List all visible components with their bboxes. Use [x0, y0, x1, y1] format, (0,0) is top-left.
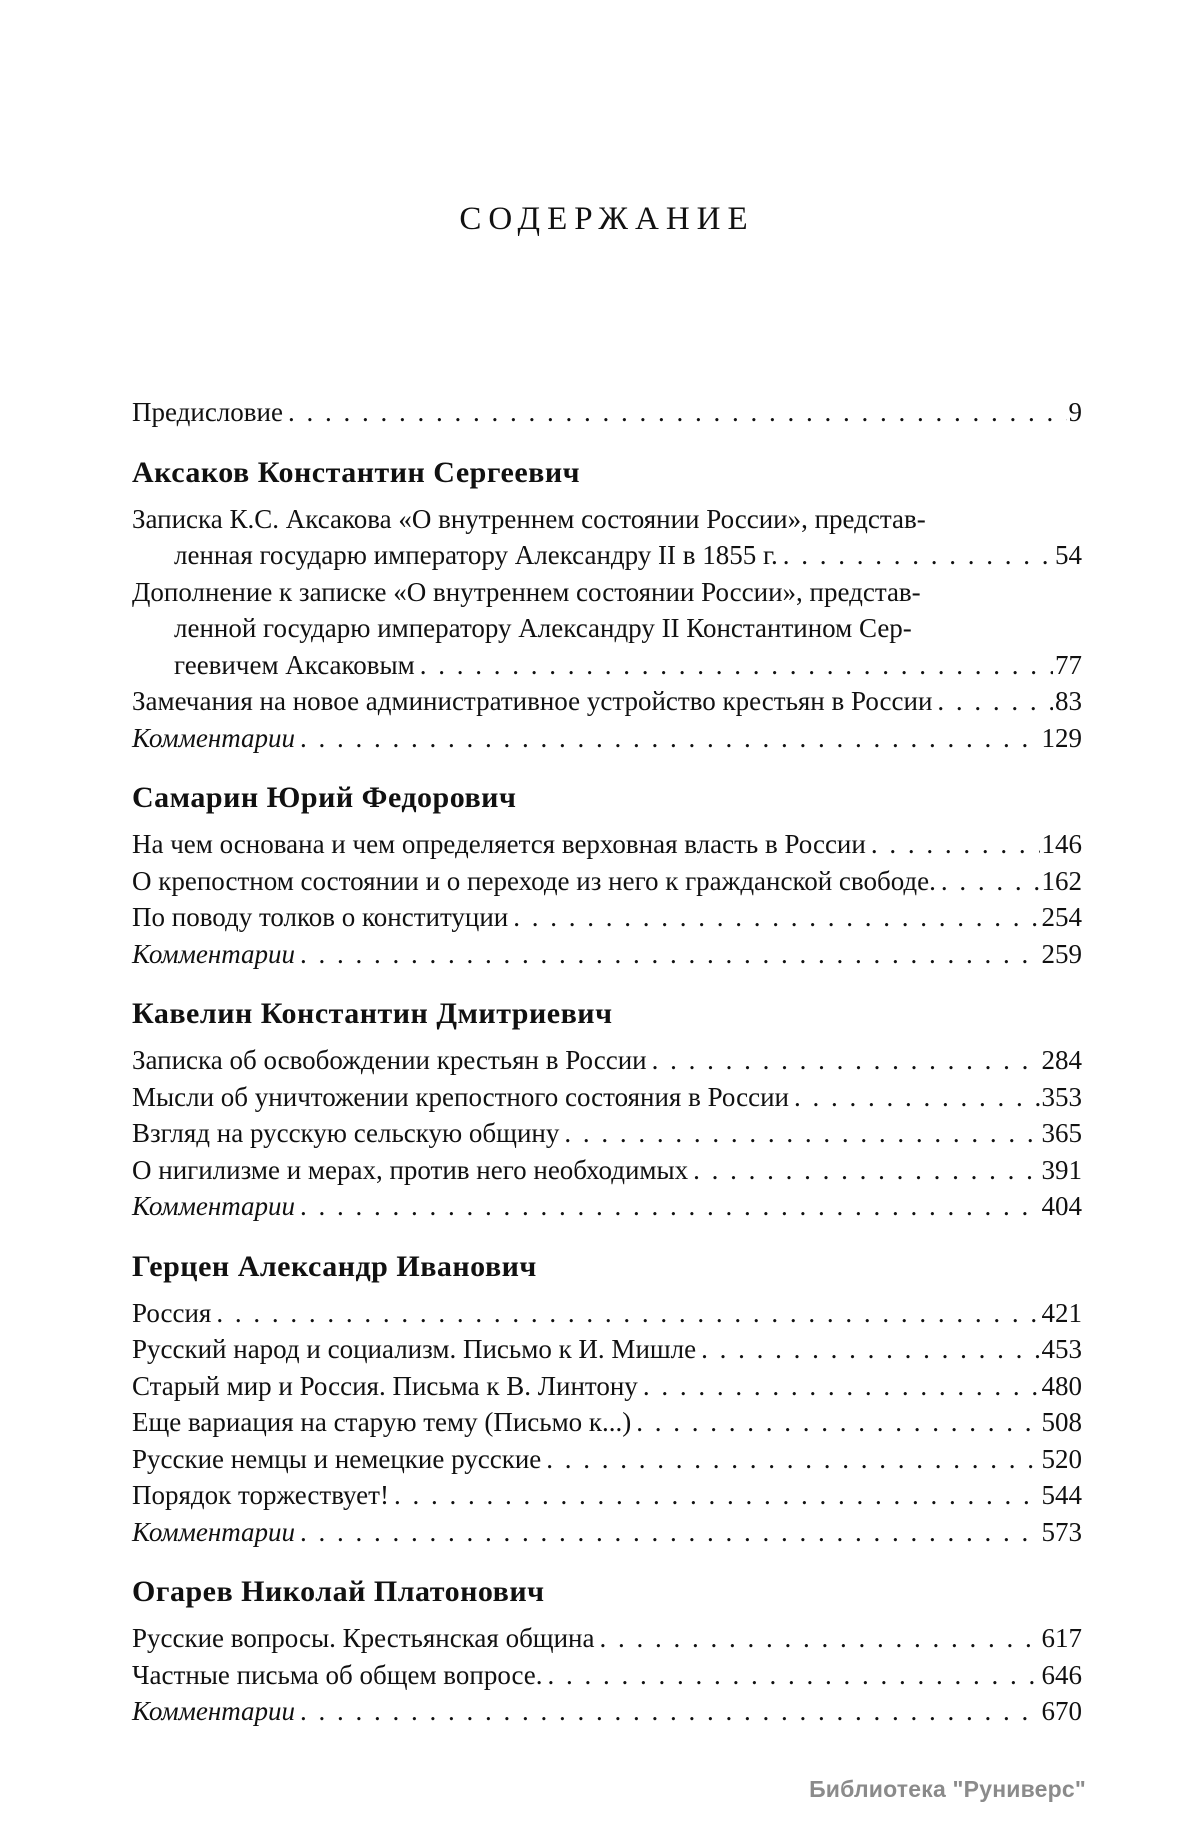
page-number: 617: [1041, 1623, 1082, 1653]
entry-text: Предисловие: [132, 397, 283, 427]
toc-entry-line: [132, 936, 1082, 973]
page-number: 573: [1041, 1516, 1082, 1547]
dot-leader: [693, 1152, 1039, 1189]
page-content: [132, 0, 1082, 1730]
toc-entry: [132, 720, 1082, 757]
toc-entry: [132, 1152, 1082, 1189]
entry-text: Записка об освобождении крестьян в России: [132, 1045, 647, 1075]
entry-text: Взгляд на русскую сельскую общину: [132, 1118, 560, 1148]
toc-entry: [132, 1115, 1082, 1152]
toc-entry: [132, 683, 1082, 720]
page-number: 508: [1041, 1407, 1082, 1437]
page-number: 365: [1041, 1118, 1082, 1148]
page-number: 670: [1041, 1696, 1082, 1726]
toc-entry-line: [132, 574, 1082, 611]
dot-leader: [564, 1115, 1039, 1152]
entry-text: По поводу толков о конституции: [132, 902, 509, 932]
dot-leader: [652, 1042, 1040, 1079]
toc-entry: [132, 863, 1082, 900]
entry-text: Русские вопросы. Крестьянская община: [132, 1623, 595, 1653]
section-heading: Самарин Юрий Федорович: [132, 781, 517, 814]
entry-text: Россия: [132, 1297, 212, 1328]
footer-watermark: Библиотека "Руниверс": [809, 1776, 1086, 1802]
page-number: 453: [1041, 1334, 1082, 1364]
dot-leader: [548, 1657, 1040, 1694]
page-number: 391: [1041, 1154, 1082, 1185]
toc-entry-line: [132, 863, 1082, 900]
page-number: 404: [1041, 1191, 1082, 1221]
dot-leader: [783, 537, 1053, 574]
toc-entry: [132, 1514, 1082, 1551]
entry-text: Порядок торжествует!: [132, 1480, 389, 1510]
toc-entry: [132, 1477, 1082, 1514]
page-number: 9: [1068, 397, 1082, 427]
toc-entry: [132, 1331, 1082, 1368]
page-number: 646: [1041, 1659, 1082, 1690]
entry-text: О крепостном состоянии и о переходе из него к гражданской свободе.: [132, 865, 936, 896]
page-number: 421: [1041, 1297, 1082, 1328]
dot-leader: [513, 899, 1039, 936]
dot-leader: [288, 394, 1067, 431]
toc-entry: [132, 1693, 1082, 1730]
dot-leader: [300, 936, 1039, 973]
toc-entry: [132, 1042, 1082, 1079]
dot-leader: [546, 1441, 1039, 1478]
dot-leader: [300, 1693, 1039, 1730]
dot-leader: [701, 1331, 1039, 1368]
entry-text: Старый мир и Россия. Письма к В. Линтону: [132, 1370, 638, 1401]
toc-entry-line: [132, 1079, 1082, 1116]
toc-entry-line: [132, 1477, 1082, 1514]
toc-entry-line: [132, 1620, 1082, 1657]
toc-entry: [132, 501, 1082, 574]
entry-text: Русский народ и социализм. Письмо к И. Мишле: [132, 1334, 697, 1364]
toc-entry-line: [132, 647, 1082, 684]
toc-entry-line: [132, 899, 1082, 936]
page-number: 259: [1041, 938, 1082, 969]
page-number: 54: [1055, 540, 1082, 570]
toc-entry: [132, 1657, 1082, 1694]
toc-entry: [132, 1079, 1082, 1116]
toc-entry-line: [132, 1514, 1082, 1551]
page-number: 162: [1041, 865, 1082, 896]
toc: [132, 394, 1082, 1730]
page-number: 480: [1041, 1370, 1082, 1401]
toc-entry-line: [132, 1693, 1082, 1730]
entry-text: Русские немцы и немецкие русские: [132, 1443, 542, 1474]
toc-entry-line: [132, 1188, 1082, 1225]
toc-entry: [132, 1441, 1082, 1478]
dot-leader: [599, 1620, 1039, 1657]
dot-leader: [216, 1295, 1039, 1332]
page-number: 284: [1041, 1045, 1082, 1075]
toc-entry: [132, 574, 1082, 684]
entry-text: Записка К.С. Аксакова «О внутреннем состоянии России», представ-: [132, 503, 926, 534]
dot-leader: [300, 720, 1039, 757]
dot-leader: [643, 1368, 1040, 1405]
toc-entry-line: [132, 537, 1082, 574]
toc-entry: [132, 1620, 1082, 1657]
entry-text: Комментарии: [132, 938, 296, 969]
page-number: 254: [1041, 902, 1082, 932]
toc-entry-line: [132, 610, 1082, 647]
dot-leader: [941, 863, 1040, 900]
toc-entry: [132, 1188, 1082, 1225]
entry-text: Комментарии: [132, 1516, 296, 1547]
toc-entry: [132, 1295, 1082, 1332]
entry-text: Комментарии: [132, 1696, 296, 1726]
dot-leader: [394, 1477, 1040, 1514]
entry-text: Комментарии: [132, 722, 296, 753]
entry-text: На чем основана и чем определяется верховная власть в России: [132, 829, 866, 859]
page-number: 129: [1041, 722, 1082, 753]
dot-leader: [794, 1079, 1040, 1116]
toc-entry-line: [132, 1331, 1082, 1368]
entry-text: О нигилизме и мерах, против него необходимых: [132, 1154, 689, 1185]
page-number: 146: [1041, 829, 1082, 859]
entry-text: Частные письма об общем вопросе.: [132, 1659, 543, 1690]
toc-entry-line: [132, 1042, 1082, 1079]
page-number: 544: [1041, 1480, 1082, 1510]
toc-entry: [132, 1404, 1082, 1441]
page-title: СОДЕРЖАНИЕ: [459, 201, 755, 237]
entry-text: ленной государю императору Александру II Константином Сер-: [174, 613, 912, 643]
entry-text: Дополнение к записке «О внутреннем состоянии России», представ-: [132, 576, 921, 607]
entry-text: геевичем Аксаковым: [174, 649, 415, 680]
dot-leader: [636, 1404, 1039, 1441]
dot-leader: [300, 1188, 1039, 1225]
toc-entry-line: [132, 720, 1082, 757]
section-heading: Огарев Николай Платонович: [132, 1575, 545, 1608]
dot-leader: [300, 1514, 1039, 1551]
toc-entry: [132, 1368, 1082, 1405]
entry-text: Комментарии: [132, 1191, 296, 1221]
entry-text: Еще вариация на старую тему (Письмо к...): [132, 1407, 632, 1437]
toc-entry: [132, 899, 1082, 936]
toc-entry: [132, 936, 1082, 973]
dot-leader: [871, 826, 1040, 863]
page-number: 353: [1041, 1081, 1082, 1112]
toc-entry-line: [132, 1404, 1082, 1441]
toc-entry-line: [132, 1368, 1082, 1405]
toc-entry-line: [132, 1657, 1082, 1694]
dot-leader: [937, 683, 1053, 720]
toc-entry: [132, 826, 1082, 863]
section-heading: Герцен Александр Иванович: [132, 1249, 537, 1283]
section-heading: Кавелин Константин Дмитриевич: [132, 997, 613, 1030]
entry-text: Мысли об уничтожении крепостного состояния в России: [132, 1081, 789, 1112]
toc-entry-line: [132, 1295, 1082, 1332]
toc-entry-line: [132, 501, 1082, 538]
toc-entry-line: [132, 394, 1082, 431]
dot-leader: [420, 647, 1053, 684]
toc-entry-line: [132, 826, 1082, 863]
section-heading: Аксаков Константин Сергеевич: [132, 455, 581, 489]
page-number: 520: [1041, 1443, 1082, 1474]
toc-entry-line: [132, 1115, 1082, 1152]
toc-entry-line: [132, 1152, 1082, 1189]
page-number: 83: [1055, 686, 1082, 716]
toc-entry: [132, 394, 1082, 431]
toc-entry-line: [132, 1441, 1082, 1478]
toc-entry-line: [132, 683, 1082, 720]
entry-text: Замечания на новое административное устройство крестьян в России: [132, 686, 933, 716]
page-number: 77: [1055, 649, 1082, 680]
entry-text: ленная государю императору Александру II в 1855 г.: [174, 540, 778, 570]
